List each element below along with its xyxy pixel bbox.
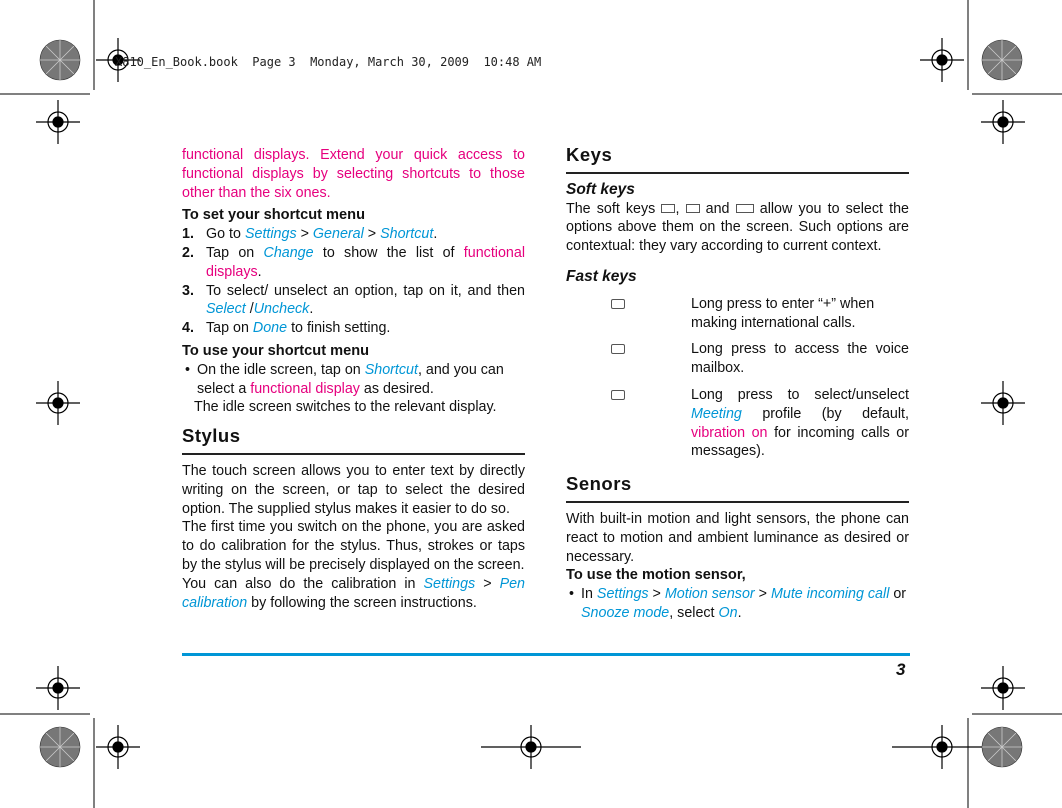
change-link: Change: [263, 244, 314, 261]
stylus-heading: Stylus: [182, 427, 525, 455]
keys-heading: Keys: [566, 146, 909, 174]
shortcut-link: Shortcut: [380, 226, 434, 243]
functional-display-term: functional display: [250, 380, 360, 397]
key-hash-icon: [611, 390, 625, 400]
settings-link: Settings: [596, 586, 649, 603]
step-item: 1. Go to Settings > General > Shortcut.: [182, 226, 438, 243]
use-shortcut-note: The idle screen switches to the relevant display.: [194, 399, 497, 416]
step-item: 2. Tap on Change to show the list of functional displays.: [182, 244, 525, 280]
settings-link: Settings: [244, 226, 297, 243]
stylus-paragraph-2: The first time you switch on the phone, you are asked to do calibration for the stylus. Thus, strokes or taps by the stylus will be precisely displayed on the screen.: [182, 519, 525, 573]
motion-sensor-bullet: • In Settings > Motion sensor > Mute incoming call or Snooze mode, select On.: [569, 586, 907, 621]
footer-rule: [182, 653, 910, 656]
mute-incoming-call-link: Mute incoming call: [770, 586, 890, 603]
step-item: 3. To select/ unselect an option, tap on it, and then Select /Uncheck.: [182, 282, 525, 318]
pen-calibration-link: Pen calibration: [182, 575, 526, 611]
use-motion-sensor-heading: To use the motion sensor,: [566, 567, 746, 584]
general-link: General: [312, 226, 364, 243]
senors-heading: Senors: [566, 475, 909, 503]
right-column: [566, 146, 909, 623]
senors-paragraph: With built-in motion and light sensors, the phone can react to motion and ambient luminance as desired or necessary.: [566, 510, 909, 565]
set-shortcut-heading: To set your shortcut menu: [182, 207, 365, 224]
step-item: 4. Tap on Done to finish setting.: [182, 320, 391, 337]
key-0-icon: [611, 299, 625, 309]
intro-paragraph: functional displays. Extend your quick access to functional displays by selecting shortcuts to those other than the six ones.: [182, 147, 525, 201]
functional-displays-term: functional displays: [206, 244, 525, 280]
snooze-mode-link: Snooze mode: [581, 604, 670, 621]
set-shortcut-steps: [182, 225, 525, 338]
page-number: 3: [896, 660, 906, 679]
motion-sensor-link: Motion sensor: [664, 586, 755, 603]
fast-key-description: Long press to select/unselect Meeting profile (by default, vibration on for incoming calls or messages).: [691, 386, 909, 460]
done-link: Done: [252, 320, 288, 337]
center-soft-key-icon: [686, 204, 700, 213]
fast-key-description: Long press to access the voice mailbox.: [691, 341, 909, 377]
soft-keys-paragraph: The soft keys , and allow you to select the options above them on the screen. Such options are contextual: they vary according to current context.: [566, 200, 909, 255]
key-1-icon: [611, 344, 625, 354]
fast-key-row: [566, 340, 909, 378]
uncheck-link: Uncheck: [253, 301, 310, 318]
meeting-link: Meeting: [691, 405, 742, 422]
select-link: Select: [206, 301, 246, 318]
stylus-paragraph-1: The touch screen allows you to enter text by directly writing on the screen, or tap to select the desired option. The supplied stylus makes it easier to do so.: [182, 462, 525, 517]
fast-keys-heading: Fast keys: [566, 267, 637, 285]
left-soft-key-icon: [661, 204, 675, 213]
soft-keys-heading: Soft keys: [566, 180, 635, 198]
left-column: [182, 146, 525, 612]
right-soft-key-icon: [736, 204, 754, 213]
on-link: On: [718, 604, 738, 621]
stylus-paragraph-3: You can also do the calibration in Settings > Pen calibration by following the screen instructions.: [182, 575, 526, 611]
settings-link: Settings: [423, 575, 476, 592]
header-stamp: X810_En_Book.book Page 3 Monday, March 30, 2009 10:48 AM: [115, 55, 542, 69]
fast-key-description: Long press to enter “+” when making international calls.: [691, 295, 875, 331]
use-shortcut-heading: To use your shortcut menu: [182, 342, 370, 359]
vibration-on-term: vibration on: [691, 424, 768, 441]
fast-key-row: [566, 295, 909, 333]
shortcut-link: Shortcut: [364, 361, 418, 378]
use-shortcut-bullet: • On the idle screen, tap on Shortcut, and you can select a functional display as desired.: [185, 361, 504, 397]
fast-key-row: [566, 386, 909, 461]
